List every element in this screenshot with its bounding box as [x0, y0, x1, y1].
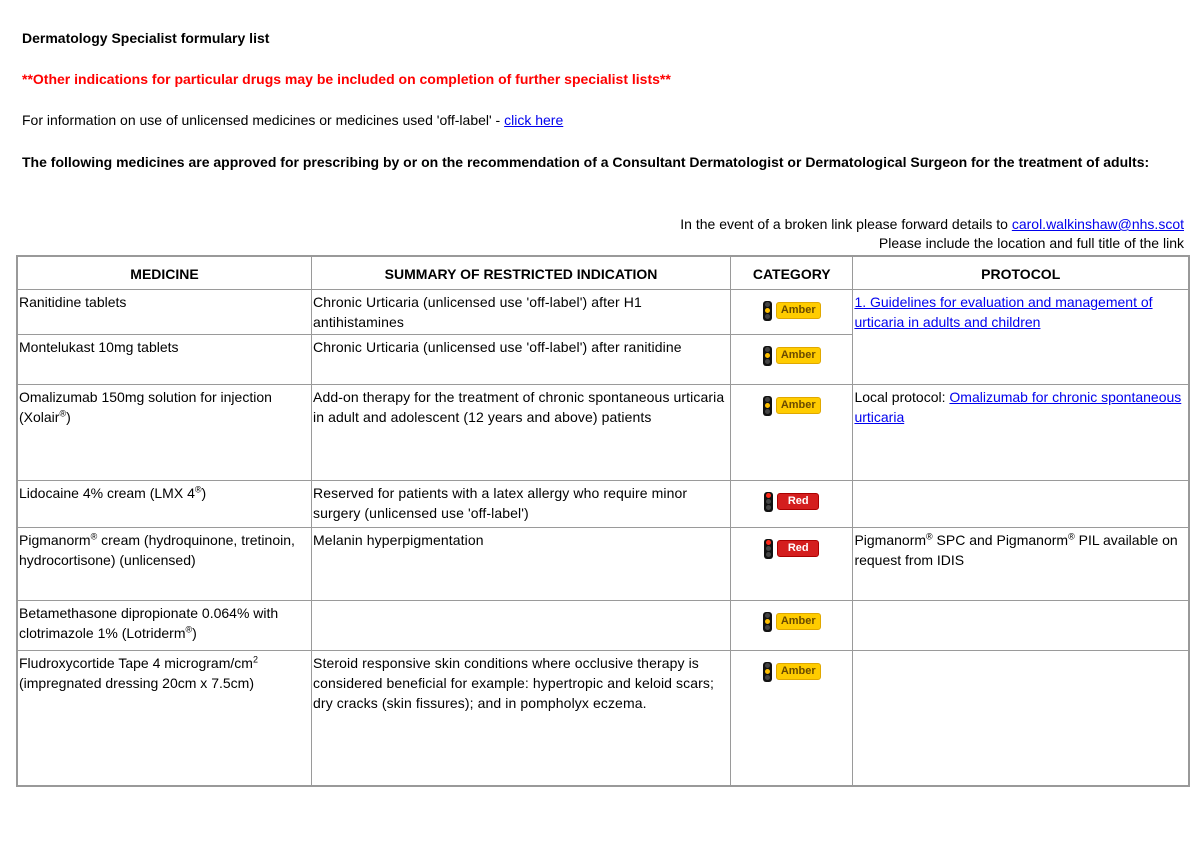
medicine-cell: [17, 651, 312, 786]
urticaria-guideline-link[interactable]: 1. Guidelines for evaluation and management of urticaria in adults and children: [854, 294, 1153, 330]
traffic-light-icon: [764, 539, 773, 559]
category-cell: [731, 601, 853, 651]
approval-statement: The following medicines are approved for prescribing by or on the recommendation of a Consultant Dermatologist or Dermatological Surgeon for the treatment of adults:: [22, 154, 1150, 170]
header-indication: SUMMARY OF RESTRICTED INDICATION: [312, 256, 731, 290]
registered-mark: ®: [90, 531, 98, 542]
table-row: [17, 651, 1189, 786]
medicine-cell: [17, 601, 312, 651]
registered-mark: ®: [194, 484, 202, 495]
protocol-text: PIL available on request from IDIS: [854, 532, 1178, 568]
category-label: Amber: [776, 613, 821, 630]
indication-cell: [312, 601, 731, 651]
unit-exponent: 2: [252, 654, 258, 665]
protocol-cell: [853, 528, 1189, 601]
medicine-name: Lidocaine 4% cream (LMX 4: [19, 485, 195, 501]
registered-mark: ®: [59, 408, 67, 419]
off-label-info: [22, 112, 563, 128]
medicine-name: Fludroxycortide Tape 4 microgram/cm: [19, 655, 253, 671]
category-badge: [763, 662, 821, 682]
formulary-table: [16, 255, 1190, 787]
category-label: Amber: [776, 347, 821, 364]
contact-line-1: [680, 215, 1184, 234]
header-protocol: PROTOCOL: [853, 256, 1189, 290]
category-cell: [731, 290, 853, 335]
registered-mark: ®: [926, 531, 933, 542]
category-cell: [731, 335, 853, 385]
category-label: Amber: [776, 397, 821, 414]
medicine-name-suffix: ): [192, 625, 197, 641]
table-row: [17, 601, 1189, 651]
category-badge: [764, 492, 819, 512]
indication-cell: Steroid responsive skin conditions where occlusive therapy is considered beneficial for example: hypertropic and keloid scars; dry cracks (skin fissures); and in pompholyx eczema.: [312, 651, 731, 786]
registered-mark: ®: [1068, 531, 1075, 542]
table-row: [17, 528, 1189, 601]
category-label: Amber: [776, 663, 821, 680]
protocol-text: SPC and Pigmanorm: [932, 532, 1069, 548]
category-cell: [731, 651, 853, 786]
category-badge: [763, 396, 821, 416]
traffic-light-icon: [763, 346, 772, 366]
medicine-name: Pigmanorm: [19, 532, 91, 548]
protocol-prefix: Local protocol:: [854, 389, 950, 405]
header-medicine: MEDICINE: [17, 256, 312, 290]
contact-text: In the event of a broken link please forward details to: [680, 216, 1012, 232]
omalizumab-protocol-link[interactable]: Omalizumab for chronic spontaneous urticaria: [854, 389, 1182, 425]
table-row: [17, 481, 1189, 528]
table-header-row: [17, 256, 1189, 290]
contact-email-link[interactable]: carol.walkinshaw@nhs.scot: [1011, 216, 1184, 232]
indication-cell: Chronic Urticaria (unlicensed use 'off-label') after ranitidine: [312, 335, 731, 385]
warning-note: **Other indications for particular drugs may be included on completion of further specialist lists**: [22, 71, 671, 87]
category-cell: [731, 481, 853, 528]
header-category: CATEGORY: [731, 256, 853, 290]
category-cell: [731, 385, 853, 481]
category-badge: [763, 346, 821, 366]
medicine-cell: [17, 481, 312, 528]
indication-cell: Reserved for patients with a latex allergy who require minor surgery (unlicensed use 'off-label'): [312, 481, 731, 528]
indication-cell: Chronic Urticaria (unlicensed use 'off-label') after H1 antihistamines: [312, 290, 731, 335]
protocol-text: Pigmanorm: [854, 532, 927, 548]
protocol-cell: [853, 651, 1189, 786]
broken-link-contact: [680, 215, 1184, 253]
medicine-cell: [17, 385, 312, 481]
indication-cell: Add-on therapy for the treatment of chronic spontaneous urticaria in adult and adolescent (12 years and above) patients: [312, 385, 731, 481]
registered-mark: ®: [185, 624, 193, 635]
medicine-cell: Ranitidine tablets: [17, 290, 312, 335]
category-cell: [731, 528, 853, 601]
protocol-cell: [853, 290, 1189, 385]
medicine-name-suffix: cream (hydroquinone, tretinoin, hydrocortisone) (unlicensed): [19, 532, 295, 568]
medicine-name: Betamethasone dipropionate 0.064% with clotrimazole 1% (Lotriderm: [19, 605, 279, 641]
protocol-cell: [853, 481, 1189, 528]
off-label-info-text: For information on use of unlicensed medicines or medicines used 'off-label' -: [22, 112, 505, 128]
medicine-name: Omalizumab 150mg solution for injection (Xolair: [19, 389, 272, 425]
protocol-cell: [853, 601, 1189, 651]
medicine-name-suffix: ): [66, 409, 71, 425]
category-badge: [763, 612, 821, 632]
category-badge: [764, 539, 819, 559]
medicine-cell: [17, 528, 312, 601]
medicine-cell: Montelukast 10mg tablets: [17, 335, 312, 385]
traffic-light-icon: [764, 492, 773, 512]
category-label: Amber: [776, 302, 821, 319]
protocol-cell: [853, 385, 1189, 481]
traffic-light-icon: [763, 612, 772, 632]
contact-line-2: Please include the location and full title of the link: [878, 235, 1184, 251]
category-label: Red: [777, 493, 819, 510]
table-row: [17, 290, 1189, 335]
traffic-light-icon: [763, 301, 772, 321]
medicine-name-suffix: ): [201, 485, 207, 501]
off-label-link[interactable]: click here: [504, 112, 564, 128]
medicine-name-suffix: (impregnated dressing 20cm x 7.5cm): [19, 675, 254, 691]
category-badge: [763, 301, 821, 321]
traffic-light-icon: [763, 396, 772, 416]
indication-cell: Melanin hyperpigmentation: [312, 528, 731, 601]
page-title: Dermatology Specialist formulary list: [22, 30, 270, 46]
traffic-light-icon: [763, 662, 772, 682]
table-row: [17, 385, 1189, 481]
category-label: Red: [777, 540, 819, 557]
